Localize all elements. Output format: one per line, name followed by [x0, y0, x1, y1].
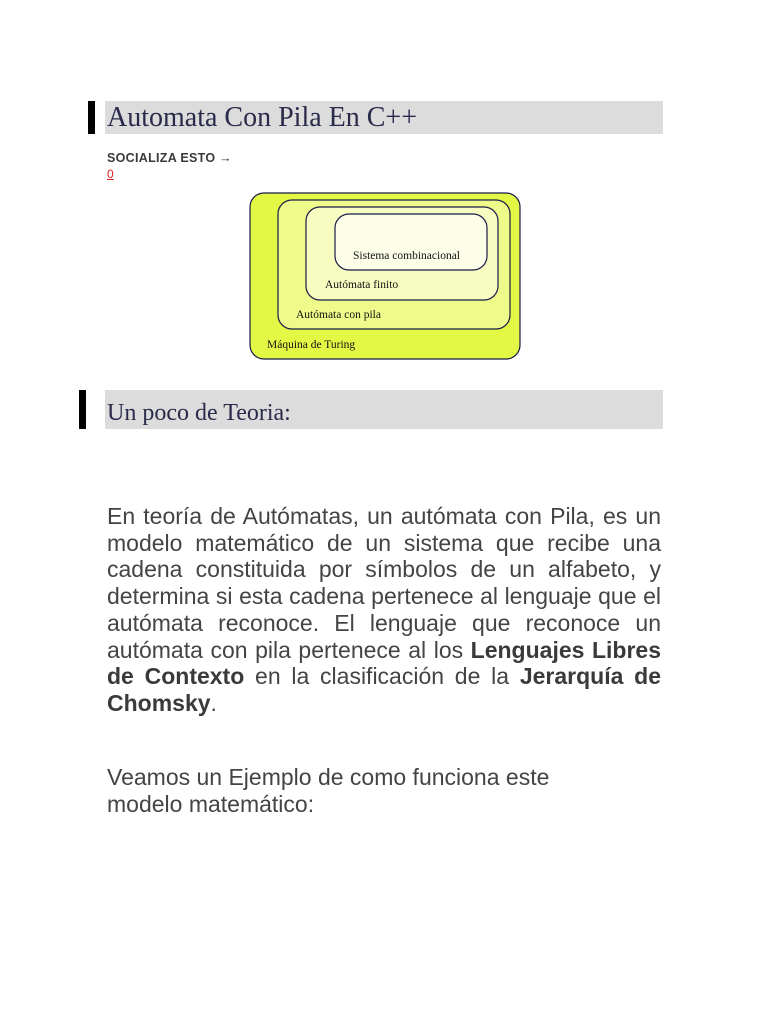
bold-term-chomsky: Jerarquía de Chomsky — [107, 663, 661, 716]
label-pushdown-automaton: Autómata con pila — [296, 309, 381, 321]
share-count-link[interactable]: 0 — [107, 167, 114, 181]
automata-hierarchy-diagram — [249, 192, 521, 360]
paragraph-text: . — [210, 689, 217, 716]
page-title: Automata Con Pila En C++ — [105, 101, 663, 134]
example-intro — [107, 764, 567, 817]
paragraph-text: en la clasificación de la — [244, 663, 520, 690]
example-line: modelo matemático: — [107, 790, 315, 817]
heading-marker — [88, 101, 95, 134]
share-label: SOCIALIZA ESTO → — [107, 151, 232, 165]
bold-term-cfl: Lenguajes Libres de Contexto — [107, 636, 661, 690]
paragraph-text: En teoría de Autómatas, un autómata con Pila, es un modelo matemático de un sistema que recibe una cadena constituida por símbolos de un alfabeto, y determina si esta cadena pertenece al lenguaje que el autómata reconoce. El lenguaje que reconoce un autómata con pila pertenece al los — [107, 503, 661, 663]
label-turing-machine: Máquina de Turing — [267, 339, 356, 351]
label-combinational-system: Sistema combinacional — [353, 250, 460, 262]
section-title: Un poco de Teoria: — [105, 390, 663, 429]
heading-marker — [79, 390, 86, 429]
label-finite-automaton: Autómata finito — [325, 279, 399, 291]
example-line: Veamos un Ejemplo de como funciona este — [107, 764, 550, 790]
theory-paragraph — [107, 503, 661, 717]
